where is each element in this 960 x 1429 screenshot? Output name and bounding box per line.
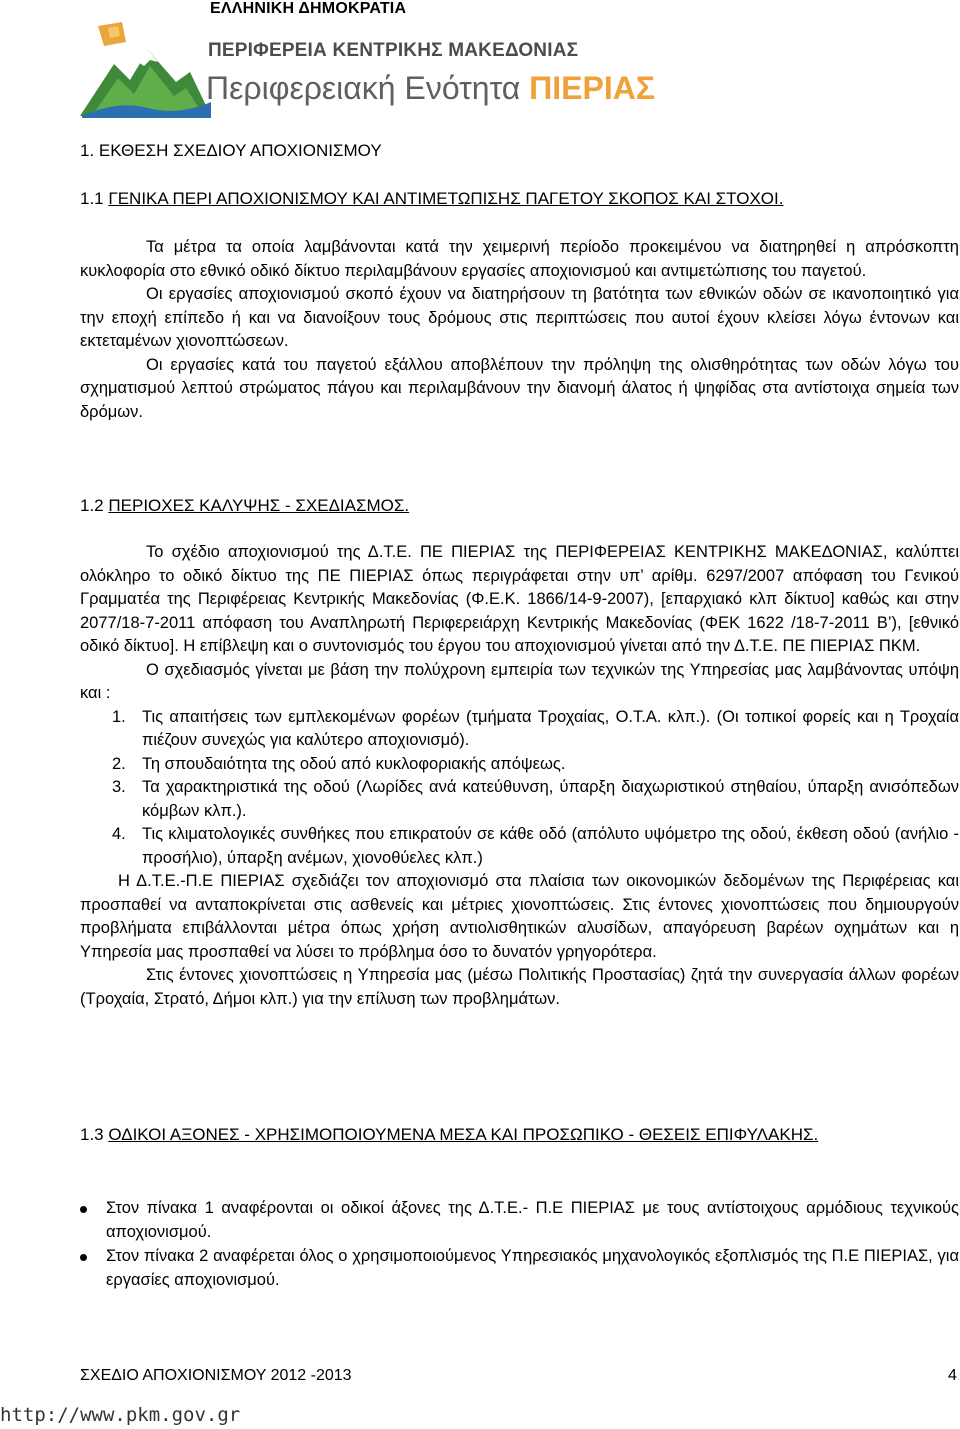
paragraph: Οι εργασίες αποχιονισμού σκοπό έχουν να διατηρήσουν τη βατότητα των εθνικών οδών σε ικανοποιητικό για την εποχή επίπεδο ή και να διανοίξουν τους δρόμους στις περιπτώσεις που αυτοί έχουν κλείσει λόγω έντονων και εκτεταμένων χιονοπτώσεων. xyxy=(80,285,959,350)
bullet-item: Στον πίνακα 1 αναφέρονται οι οδικοί άξονες της Δ.Τ.Ε.- Π.Ε ΠΙΕΡΙΑΣ με τους αντίστοιχους αρμόδιους τεχνικούς αποχιονισμού. xyxy=(80,1196,959,1244)
page-number: 4 xyxy=(948,1367,957,1384)
bullet-item: Στον πίνακα 2 αναφέρεται όλος ο χρησιμοποιούμενος Υπηρεσιακός μηχανολογικός εξοπλισμός της Π.Ε ΠΙΕΡΙΑΣ, για εργασίες αποχιονισμού. xyxy=(80,1244,959,1292)
paragraph: Στις έντονες χιονοπτώσεις η Υπηρεσία μας (μέσω Πολιτικής Προστασίας) ζητά την συνεργασία άλλων φορέων (Τροχαία, Στρατό, Δήμοι κλπ.) για την επίλυση των προβλημάτων. xyxy=(80,966,959,1008)
paragraph: Η Δ.Τ.Ε.-Π.Ε ΠΙΕΡΙΑΣ σχεδιάζει τον αποχιονισμό στα πλαίσια των οικονομικών δεδομένων της Περιφέρειας και προσπαθεί να ανταποκρίνεται στις ασθενείς και μέτριες χιονοπτώσεις. Στις έντονες χιονοπτώσεις που δημιουργούν προβλήματα επιβάλλονται μέτρα όπως χρήση αντιολισθητικών αλυσίδων, απαγόρευση βαρέων οχημάτων και η Υπηρεσία μας προσπαθεί να λύσει το πρόβλημα όσο το δυνατόν γρηγορότερα. xyxy=(80,872,959,961)
regional-unit-name: Περιφερειακή Ενότητα ΠΙΕΡΙΑΣ xyxy=(206,70,656,106)
list-item: 4. Τις κλιματολογικές συνθήκες που επικρατούν σε κάθε οδό (απόλυτο υψόμετρο της οδού, έκθεση οδού (ανήλιο - προσήλιο), ύπαρξη ανέμων, χιονοθύελες κλπ.) xyxy=(112,825,959,867)
bullet-icon xyxy=(80,1206,87,1213)
footer-url-link[interactable]: http://www.pkm.gov.gr xyxy=(0,1404,241,1426)
footer-document-title: ΣΧΕΔΙΟ ΑΠΟΧΙΟΝΙΣΜΟΥ 2012 -2013 xyxy=(80,1367,352,1384)
bullet-icon xyxy=(80,1254,87,1261)
considerations-list xyxy=(80,706,959,871)
section-1-1-body xyxy=(80,236,959,424)
paragraph: Το σχέδιο αποχιονισμού της Δ.Τ.Ε. ΠΕ ΠΙΕΡΙΑΣ της ΠΕΡΙΦΕΡΕΙΑΣ ΚΕΝΤΡΙΚΗΣ ΜΑΚΕΔΟΝΙΑΣ, καλύπτει ολόκληρο το οδικό δίκτυο της ΠΕ ΠΙΕΡΙΑΣ όπως περιγράφεται στην υπ’ αρίθμ. 6297/2007 απόφαση του Γενικού Γραμματέα της Περιφέρειας Κεντρικής Μακεδονίας (Φ.Ε.Κ. 1866/14-9-2007), [επαρχιακό κλπ δίκτυο] καθώς και στην 2077/18-7-2011 απόφαση του Αναπληρωτή Περιφερειάρχη Κεντρικής Μακεδονίας (ΦΕΚ 1622 /18-7-2011 Β’), [εθνικό οδικό δίκτυο]. Η επίβλεψη και ο συντονισμός του έργου του αποχιονισμού γίνεται από την Δ.Τ.Ε. ΠΕ ΠΙΕΡΙΑΣ ΠΚΜ. xyxy=(80,543,959,655)
government-title: ΕΛΛΗΝΙΚΗ ΔΗΜΟΚΡΑΤΙΑ xyxy=(210,0,407,17)
section-1-2-heading: 1.2 ΠΕΡΙΟΧΕΣ ΚΑΛΥΨΗΣ - ΣΧΕΔΙΑΣΜΟΣ. xyxy=(80,496,410,515)
paragraph: Ο σχεδιασμός γίνεται με βάση την πολύχρονη εμπειρία των τεχνικών της Υπηρεσίας μας λαμβάνοντας υπόψη και : xyxy=(80,660,959,702)
list-item: 3. Τα χαρακτηριστικά της οδού (Λωρίδες ανά κατεύθυνση, ύπαρξη διαχωριστικού στηθαίου, ύπαρξη ανισόπεδων κόμβων κλπ.). xyxy=(112,778,959,820)
section-1-3-bullets xyxy=(80,1196,959,1292)
paragraph: Οι εργασίες κατά του παγετού εξάλλου αποβλέπουν την πρόληψη της ολισθηρότητας των οδών λόγω του σχηματισμού λεπτού στρώματος πάγου και περιλαμβάνουν την διανομή άλατος ή ψηφίδας στα αντίστοιχα σημεία των δρόμων. xyxy=(80,355,959,421)
mountain-sun-logo-icon xyxy=(78,20,213,120)
section-1-3-heading: 1.3 ΟΔΙΚΟΙ ΑΞΟΝΕΣ - ΧΡΗΣΙΜΟΠΟΙΟΥΜΕΝΑ ΜΕΣΑ ΚΑΙ ΠΡΟΣΩΠΙΚΟ - ΘΕΣΕΙΣ ΕΠΙΦΥΛΑΚΗΣ. xyxy=(80,1125,819,1144)
section-1-2-body xyxy=(80,541,959,1011)
list-item: 2. Τη σπουδαιότητα της οδού από κυκλοφοριακής απόψεως. xyxy=(112,754,566,773)
region-name: ΠΕΡΙΦΕΡΕΙΑ ΚΕΝΤΡΙΚΗΣ ΜΑΚΕΔΟΝΙΑΣ xyxy=(208,40,579,61)
list-item: 1. Τις απαιτήσεις των εμπλεκομένων φορέων (τμήματα Τροχαίας, Ο.Τ.Α. κλπ.). (Οι τοπικοί φορείς και η Τροχαία πιέζουν συνεχώς για καλύτερο αποχιονισμό). xyxy=(112,707,959,749)
section-1-1-heading: 1.1 ΓΕΝΙΚΑ ΠΕΡΙ ΑΠΟΧΙΟΝΙΣΜΟΥ ΚΑΙ ΑΝΤΙΜΕΤΩΠΙΣΗΣ ΠΑΓΕΤΟΥ ΣΚΟΠΟΣ ΚΑΙ ΣΤΟΧΟΙ. xyxy=(80,189,784,208)
section-1-title: 1. ΕΚΘΕΣΗ ΣΧΕΔΙΟΥ ΑΠΟΧΙΟΝΙΣΜΟΥ xyxy=(80,141,382,160)
paragraph: Τα μέτρα τα οποία λαμβάνονται κατά την χειμερινή περίοδο προκειμένου να διατηρηθεί η απρόσκοπτη κυκλοφορία στο εθνικό οδικό δίκτυο περιλαμβάνουν εργασίες αποχιονισμού και αντιμετώπισης του παγετού. xyxy=(80,238,959,280)
